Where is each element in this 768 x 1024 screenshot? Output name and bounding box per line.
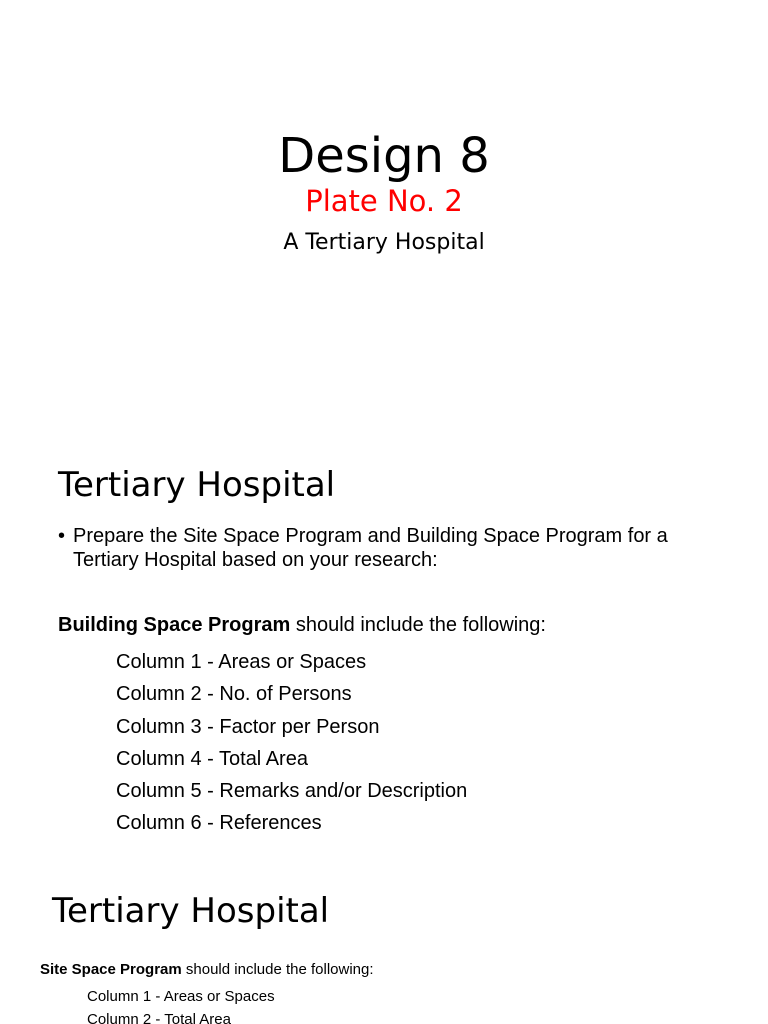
program-intro-text: should include the following: <box>181 961 374 978</box>
column-item: Column 1 - Areas or Spaces <box>116 651 367 673</box>
slide-subtitle: A Tertiary Hospital <box>283 230 485 255</box>
column-item: Column 1 - Areas or Spaces <box>87 988 275 1005</box>
bullet-item <box>58 524 718 572</box>
column-item: Column 2 - Total Area <box>87 1011 231 1024</box>
slide-heading: Tertiary Hospital <box>52 891 330 931</box>
bullet-icon: • <box>58 525 66 547</box>
column-item: Column 2 - No. of Persons <box>116 683 352 706</box>
column-item: Column 6 - References <box>116 812 322 835</box>
column-list <box>116 646 467 840</box>
program-name: Site Space Program <box>40 961 182 978</box>
program-name: Building Space Program <box>58 614 291 636</box>
site-program-slide <box>0 868 768 1024</box>
program-intro <box>58 613 546 637</box>
bullet-text: Prepare the Site Space Program and Building Space Program for a Tertiary Hospital based on your research: <box>73 525 668 571</box>
title-slide <box>0 0 768 420</box>
slide-title: Design 8 <box>278 128 490 184</box>
program-intro-text: should include the following: <box>290 614 546 636</box>
column-item: Column 3 - Factor per Person <box>116 715 380 738</box>
slide-heading: Tertiary Hospital <box>58 465 336 505</box>
column-item: Column 5 - Remarks and/or Description <box>116 780 468 803</box>
plate-number: Plate No. 2 <box>305 184 463 218</box>
column-list <box>87 985 275 1024</box>
program-intro <box>40 961 374 979</box>
column-item: Column 4 - Total Area <box>116 747 308 770</box>
building-program-slide <box>0 420 768 868</box>
